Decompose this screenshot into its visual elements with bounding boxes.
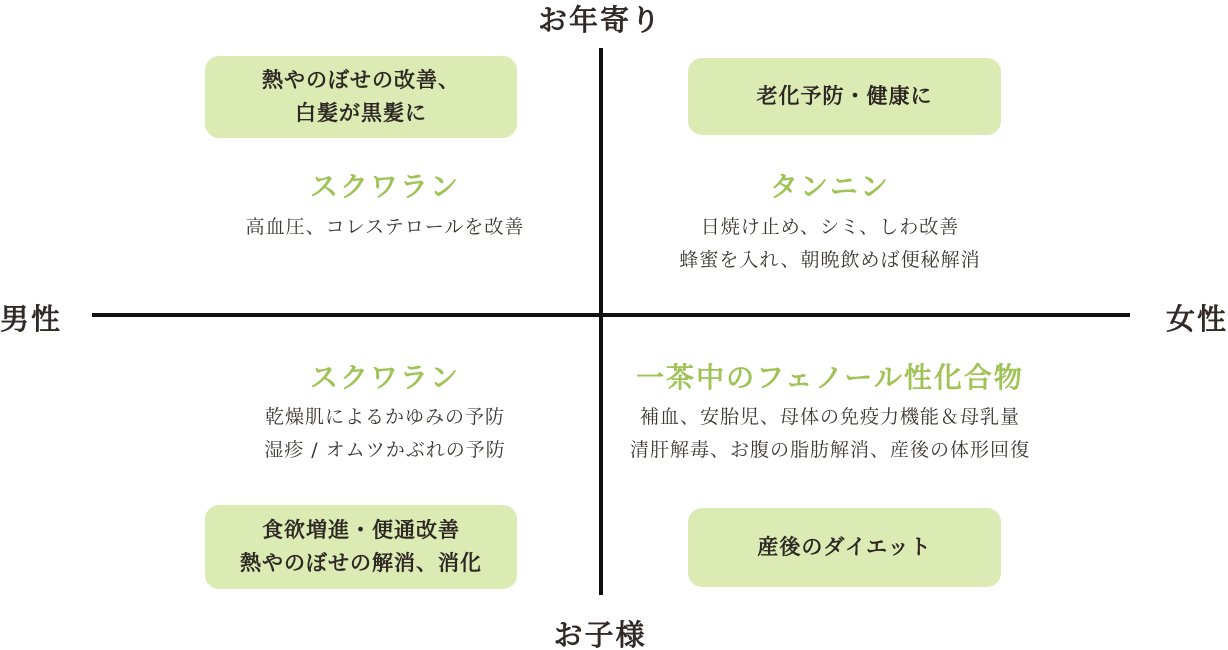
- body-bottom-right-line2: 清肝解毒、お腹の脂肪解消、産後の体形回復: [629, 438, 1030, 461]
- body-top-right-line1: 日焼け止め、シミ、しわ改善: [700, 216, 960, 238]
- badge-top-left: [205, 56, 517, 138]
- badge-bottom-right: [688, 508, 1001, 587]
- badge-top-right: [688, 58, 1001, 135]
- axis-label-men: 男性: [0, 302, 63, 336]
- heading-bottom-left: スクワラン: [309, 361, 460, 394]
- axis-label-women: 女性: [1165, 302, 1228, 336]
- axis-label-children: お子様: [553, 618, 647, 650]
- body-bottom-right: [565, 401, 1095, 466]
- heading-top-right: タンニン: [769, 170, 890, 203]
- badge-top-left-line1: 熱やのぼせの改善、: [262, 68, 460, 93]
- badge-bottom-left-line2: 熱やのぼせの解消、消化: [240, 551, 482, 575]
- badge-bottom-right-line1: 産後のダイエット: [757, 535, 932, 560]
- badge-top-right-line1: 老化予防・健康に: [756, 84, 933, 109]
- heading-top-left: スクワラン: [309, 170, 460, 203]
- axis-label-elderly: お年寄り: [537, 3, 663, 37]
- badge-top-left-line2: 白髪が黒髪に: [295, 101, 427, 125]
- heading-bottom-right: 一茶中のフェノール性化合物: [636, 361, 1024, 394]
- body-bottom-left-line2: 湿疹 / オムツかぶれの予防: [264, 438, 506, 461]
- horizontal-axis-line: [92, 313, 1130, 317]
- body-top-right: [565, 211, 1095, 276]
- body-top-left-line1: 高血圧、コレステロールを改善: [245, 216, 525, 238]
- body-bottom-right-line1: 補血、安胎児、母体の免疫力機能＆母乳量: [639, 406, 1020, 428]
- badge-bottom-left: [205, 505, 517, 589]
- body-top-right-line2: 蜂蜜を入れ、朝晩飲めば便秘解消: [679, 248, 981, 271]
- badge-bottom-left-line1: 食欲増進・便通改善: [262, 518, 460, 543]
- body-bottom-left-line1: 乾燥肌によるかゆみの予防: [264, 406, 505, 428]
- vertical-axis-line: [599, 48, 603, 595]
